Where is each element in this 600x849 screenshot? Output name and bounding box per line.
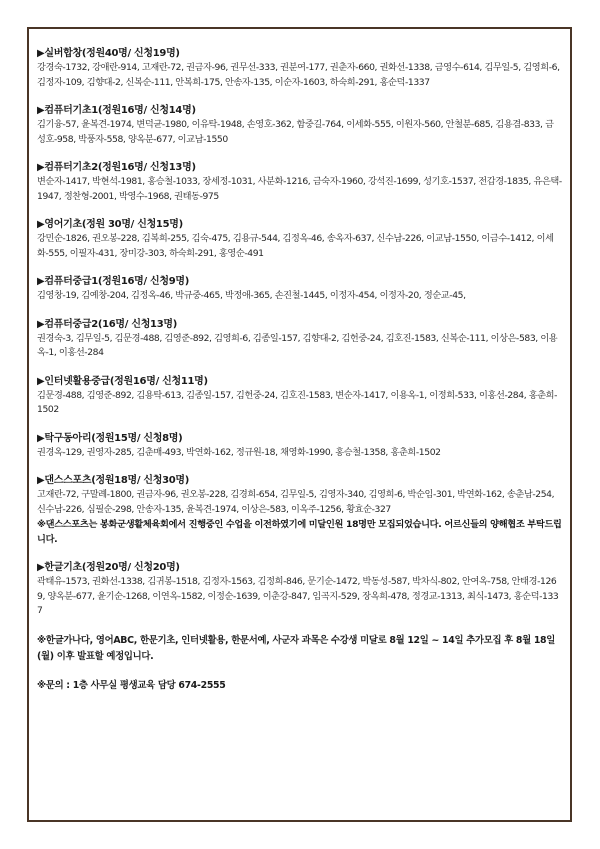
section-table-tennis-club <box>37 432 562 461</box>
section-computer-intermediate-1 <box>37 275 562 304</box>
section-title: ▶컴퓨터중급2(16명/ 신청13명) <box>37 318 177 330</box>
applicant-list: 권경숙-3, 김무일-5, 김문경-488, 김영준-892, 김영희-6, 김종일-157, 김향대-2, 김헌중-24, 김호진-1583, 신복순-111, 이상은-583, 이용옥-1, 이홍선-284 <box>37 332 558 358</box>
applicant-list: 권경옥-129, 권영자-285, 김춘매-493, 박연화-162, 정규원-18, 채영화-1990, 홍승철-1358, 홍춘희-1502 <box>37 446 441 458</box>
section-title: ▶컴퓨터기초1(정원16명/ 신청14명) <box>37 105 196 116</box>
section-title: ▶컴퓨터중급1(정원16명/ 신청9명) <box>37 276 190 287</box>
section-dance-sports <box>37 474 562 547</box>
section-english-basic <box>37 218 562 261</box>
document-content <box>37 47 562 693</box>
section-title: ▶댄스스포츠(정원18명/ 신청30명) <box>37 475 190 486</box>
applicant-list: 강민순-1826, 권오봉-228, 김복희-255, 김숙-475, 김용규-544, 김정옥-46, 송옥자-637, 신수남-226, 이교남-1550, 이금수-1412, 이세화-555, 이필자-431, 장미강-303, 하숙희-291, 홍영순-491 <box>37 233 554 259</box>
section-title: ▶실버합창(정원40명/ 신청19명) <box>37 48 180 59</box>
section-computer-basic-2 <box>37 161 562 204</box>
section-note: ※댄스스포츠는 봉화군생활체육회에서 진행중인 수업을 이전하였기에 미달인원 18명만 모집되었습니다. 어르신들의 양해협조 부탁드립니다. <box>37 519 562 545</box>
section-hangul-basic <box>37 561 562 619</box>
contact-info: ※문의 : 1층 사무실 평생교육 담당 674-2555 <box>37 679 226 691</box>
section-computer-basic-1 <box>37 104 562 147</box>
section-silver-choir <box>37 47 562 90</box>
applicant-list: 곽태유-1573, 권화선-1338, 김귀봉-1518, 김정자-1563, 김정희-846, 문기순-1472, 박동성-587, 박차식-802, 안여옥-758, 안태경-1269, 양옥분-677, 윤기순-1268, 이연옥-1582, 이정순-1639, 이춘강-847, 임곡지-529, 장옥희-478, 정경교-1313, 최식-1473, 홍순덕-1337 <box>37 576 559 616</box>
applicant-list: 강경숙-1732, 강애란-914, 고재란-72, 권금자-96, 권무선-333, 권분여-177, 권춘자-660, 권화선-1338, 금영수-614, 김무일-5, 김영희-6, 김정자-109, 김향대-2, 신복순-111, 안복희-175, 안송자-135, 이순자-1603, 하숙희-291, 홍순덕-1337 <box>37 62 560 88</box>
applicant-list: 변순자-1417, 박현석-1981, 홍승철-1033, 장세정-1031, 사분화-1216, 금숙자-1960, 강석진-1699, 성기호-1537, 전갑경-1835, 유은택-1947, 정찬형-2001, 박영수-1968, 권태동-975 <box>37 176 562 202</box>
applicant-list: 김기융-57, 윤복견-1974, 변덕균-1980, 이유탁-1948, 손영호-362, 함중길-764, 이세화-555, 이원자-560, 안철분-685, 김용겸-833, 금성호-958, 박풍자-558, 양옥분-677, 이교남-1550 <box>37 119 554 145</box>
section-computer-intermediate-2 <box>37 318 562 361</box>
section-internet-intermediate <box>37 375 562 418</box>
section-title: ▶한글기초(정원20명/ 신청20명) <box>37 562 180 573</box>
section-title: ▶인터넷활용중급(정원16명/ 신청11명) <box>37 375 208 387</box>
section-title: ▶영어기초(정원 30명/ 신청15명) <box>37 219 183 230</box>
page-frame <box>27 27 572 822</box>
section-title: ▶컴퓨터기초2(정원16명/ 신청13명) <box>37 162 196 173</box>
additional-recruitment-notice: ※한글가나다, 영어ABC, 한문기초, 인터넷활용, 한문서예, 사군자 과목은 수강생 미달로 8월 12일 ~ 14일 추가모집 후 8월 18일(월) 이후 발표할 예정입니다. <box>37 634 556 662</box>
applicant-list: 고재란-72, 구말례-1800, 권금자-96, 권오봉-228, 김경희-654, 김무일-5, 김영자-340, 김영희-6, 박순임-301, 박연화-162, 송춘남-254, 신수남-226, 심필순-298, 안송자-135, 윤복견-1974, 이상은-583, 이옥주-1256, 황효순-327 <box>37 489 555 515</box>
applicant-list: 김영창-19, 김예창-204, 김정옥-46, 박규중-465, 박정애-365, 손진철-1445, 이정자-454, 이정자-20, 정순교-45, <box>37 290 466 301</box>
applicant-list: 김문경-488, 김영준-892, 김용탁-613, 김종일-157, 김헌중-24, 김호진-1583, 변순자-1417, 이용옥-1, 이정희-533, 이홍선-284, 홍춘희-1502 <box>37 389 558 415</box>
section-title: ▶탁구동아리(정원15명/ 신청8명) <box>37 432 183 444</box>
